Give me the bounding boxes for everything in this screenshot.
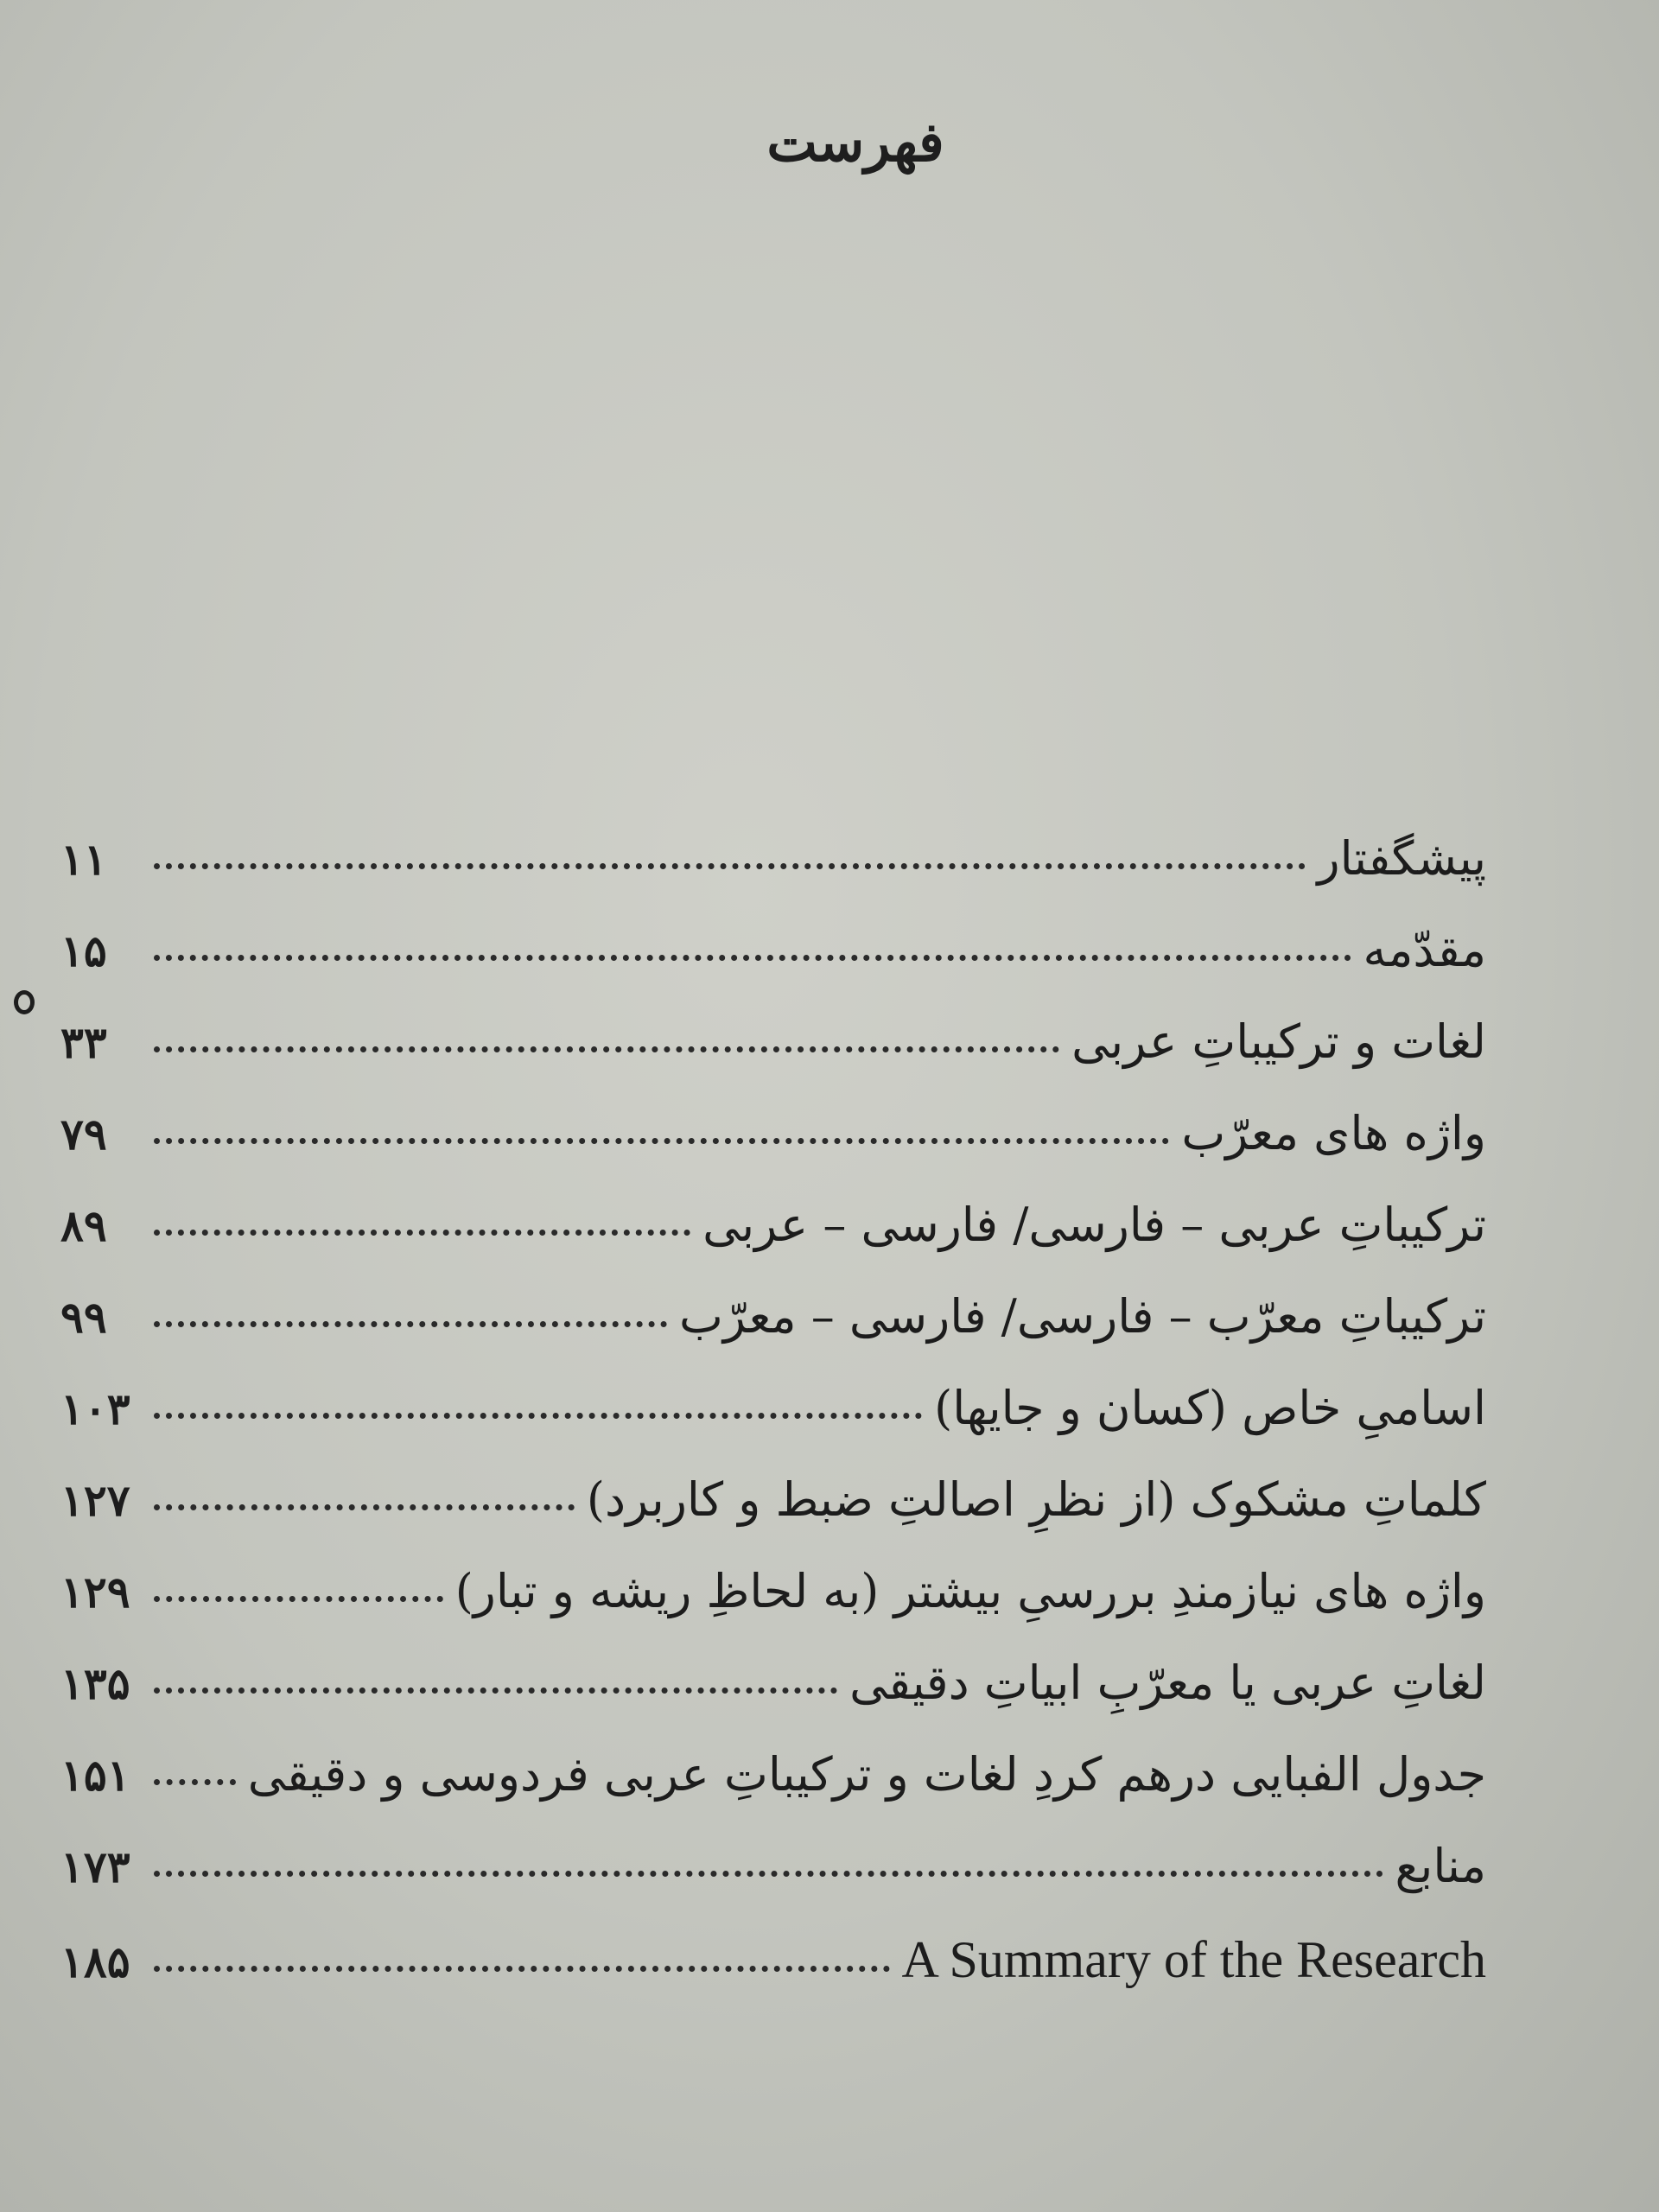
toc-entry [60,1014,1486,1106]
dot-leader [154,1871,1383,1877]
toc-entry-title: واژه های معرّب [1181,1106,1486,1160]
dot-leader [154,1504,575,1510]
toc-entry [60,1839,1486,1930]
toc-page-number: ۹۹ [60,1292,107,1343]
toc-entry-title: منابع [1395,1839,1486,1893]
toc-page-number: ۱۵۱ [60,1750,130,1801]
dot-leader [154,1046,1059,1052]
toc-entry [60,1656,1486,1747]
toc-page-number: ۱۳۵ [60,1658,130,1709]
toc-entry [60,831,1486,923]
toc-entry-title: جدول الفبایی درهم کردِ لغات و ترکیباتِ عربی فردوسی و دقیقی [247,1747,1486,1802]
toc-entry-title: واژه های نیازمندِ بررسیِ بیشتر (به لحاظِ ریشه و تبار) [454,1564,1486,1618]
toc-entry-title: کلماتِ مشکوک (از نظرِ اصالتِ ضبط و کاربرد) [586,1472,1486,1527]
dot-leader [154,1321,667,1327]
toc-entry-title: مقدّمه [1363,923,1486,977]
toc-page-number: ۱۲۹ [60,1567,130,1618]
toc-entry [60,1930,1486,2022]
toc-page-number: ۱۸۵ [60,1936,130,1987]
toc-page-number: ۱۷۳ [60,1841,130,1892]
toc-page-number: ۱۵ [60,925,107,976]
dot-leader [154,1413,922,1419]
dot-leader [154,1138,1169,1144]
dot-leader [154,1688,837,1694]
toc-entry-title: A Summary of the Research [901,1931,1486,1988]
toc-entry-title: پیشگفتار [1317,831,1486,886]
toc-page-number: ۱۰۳ [60,1383,130,1434]
dot-leader [154,863,1306,869]
table-of-contents [60,831,1486,2022]
margin-circle-mark [14,990,35,1014]
toc-entry-title: ترکیباتِ معرّب – فارسی/ فارسی – معرّب [678,1289,1486,1344]
toc-page-number: ۱۱ [60,834,107,885]
toc-entry [60,1289,1486,1381]
dot-leader [154,1779,236,1785]
toc-entry-title: لغاتِ عربی یا معرّبِ ابیاتِ دقیقی [849,1656,1486,1710]
dot-leader [154,955,1351,961]
toc-page-number: ۳۳ [60,1017,107,1068]
toc-entry [60,1564,1486,1656]
dot-leader [154,1966,890,1972]
toc-page-number: ۸۹ [60,1200,107,1251]
toc-entry [60,923,1486,1014]
toc-entry-title: اسامیِ خاص (کسان و جایها) [934,1381,1486,1435]
toc-entry [60,1472,1486,1564]
toc-entry [60,1198,1486,1289]
toc-page-number: ۱۲۷ [60,1475,130,1526]
toc-page-number: ۷۹ [60,1109,107,1160]
toc-entry-title: لغات و ترکیباتِ عربی [1071,1014,1486,1069]
dot-leader [154,1596,443,1602]
toc-entry-title: ترکیباتِ عربی – فارسی/ فارسی – عربی [702,1198,1486,1252]
toc-entry [60,1106,1486,1198]
page-title: فهرست [766,111,944,174]
dot-leader [154,1230,690,1236]
toc-entry [60,1381,1486,1472]
toc-entry [60,1747,1486,1839]
